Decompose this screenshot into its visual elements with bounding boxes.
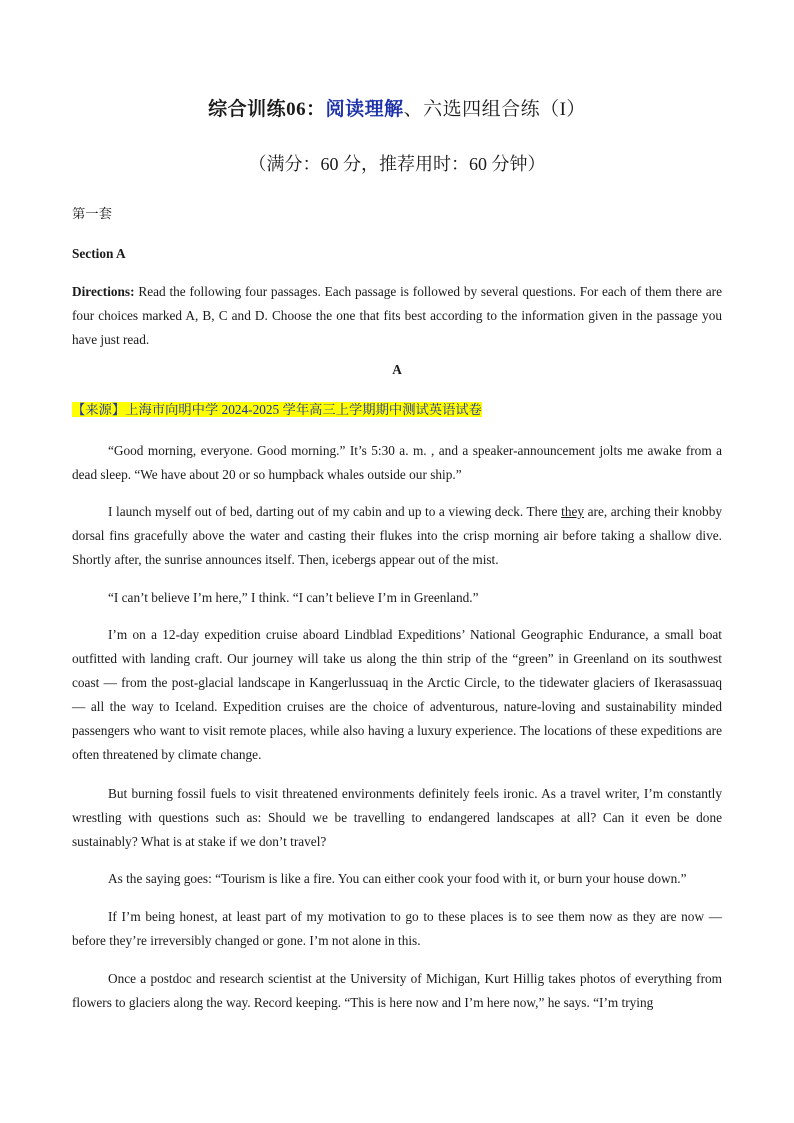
paragraph-8: Once a postdoc and research scientist at the University of Michigan, Kurt Hillig takes photos of everything from flowers to glaciers along the way. Record keeping. “This is here now and I’m here now,” he says. “I’m trying — [72, 971, 722, 1010]
paragraph-5-block — [72, 782, 722, 854]
paragraph-8-block — [72, 967, 722, 1015]
paragraph-2-start: I launch myself out of bed, darting out of my cabin and up to a viewing deck. There — [108, 504, 562, 519]
paragraph-5: But burning fossil fuels to visit threatened environments definitely feels ironic. As a travel writer, I’m constantly wrestling with questions such as: Should we be travelling to endangered landscapes at all? Can it even be done sustainably? What is at stake if we don’t travel? — [72, 786, 722, 849]
paragraph-7-block — [72, 905, 722, 953]
directions-block — [72, 280, 722, 352]
title-prefix: 综合训练06： — [208, 99, 326, 120]
directions-text: Read the following four passages. Each passage is followed by several questions. For each of them there are four choices marked A, B, C and D. Choose the one that fits best according to the information given in the passage you have just read. — [72, 284, 722, 347]
source-line — [72, 398, 722, 422]
paragraph-3-block — [72, 586, 722, 610]
source-block — [72, 398, 722, 422]
paragraph-4-block — [72, 623, 722, 767]
paragraph-2-end: are, arching their knobby dorsal fins gracefully above the water and casting their flukes into the crisp morning air before taking a shallow dive. Shortly after, the sunrise announces itself. Then, icebergs appear out of the mist. — [72, 504, 722, 567]
paragraph-6-block — [72, 867, 722, 891]
underlined-word-they: they — [561, 504, 585, 519]
title-highlight: 阅读理解 — [325, 99, 404, 120]
paragraph-1-block — [72, 439, 722, 487]
paragraph-3: “I can’t believe I’m here,” I think. “I can’t believe I’m in Greenland.” — [108, 590, 479, 605]
paragraph-4: I’m on a 12-day expedition cruise aboard Lindblad Expeditions’ National Geographic Endurance, a small boat outfitted with landing craft. Our journey will take us along the thin strip of the “green” in Greenland on its southwest coast — from the post-glacial landscape in Kangerlussuaq in the Arctic Circle, to the tidewater glaciers of Ikerasassuaq — all the way to Iceland. Expedition cruises are the choice of adventurous, nature-loving and sustainability minded passengers who want to visit remote places, while also having a luxury experience. The locations of these expeditions are often threatened by climate change. — [72, 627, 722, 762]
paragraph-6: As the saying goes: “Tourism is like a fire. You can either cook your food with it, or burn your house down.” — [108, 871, 687, 886]
paragraph-2 — [72, 500, 722, 572]
section-label: Section A — [72, 246, 126, 261]
paragraph-7: If I’m being honest, at least part of my motivation to go to these places is to see them now as they are now — before they’re irreversibly changed or gone. I’m not alone in this. — [72, 909, 722, 948]
set-label-block — [72, 202, 722, 226]
directions-label: Directions: — [72, 284, 135, 299]
source-text: 【来源】上海市向明中学 2024-2025 学年高三上学期期中测试英语试卷 — [72, 402, 482, 417]
document-subtitle: （满分：60 分，推荐用时：60 分钟） — [248, 154, 546, 174]
paragraph-1: “Good morning, everyone. Good morning.” It’s 5:30 a. m. , and a speaker-announcement jolts me awake from a dead sleep. “We have about 20 or so humpback whales outside our ship.” — [72, 443, 722, 482]
section-label-block — [72, 242, 722, 266]
title-suffix: 、六选四组合练（I） — [403, 99, 586, 120]
passage-letter: A — [392, 362, 402, 377]
passage-letter-block — [72, 358, 722, 382]
directions-paragraph — [72, 280, 722, 352]
document-title — [0, 96, 794, 124]
set-label: 第一套 — [72, 206, 112, 221]
paragraph-2-block — [72, 500, 722, 572]
